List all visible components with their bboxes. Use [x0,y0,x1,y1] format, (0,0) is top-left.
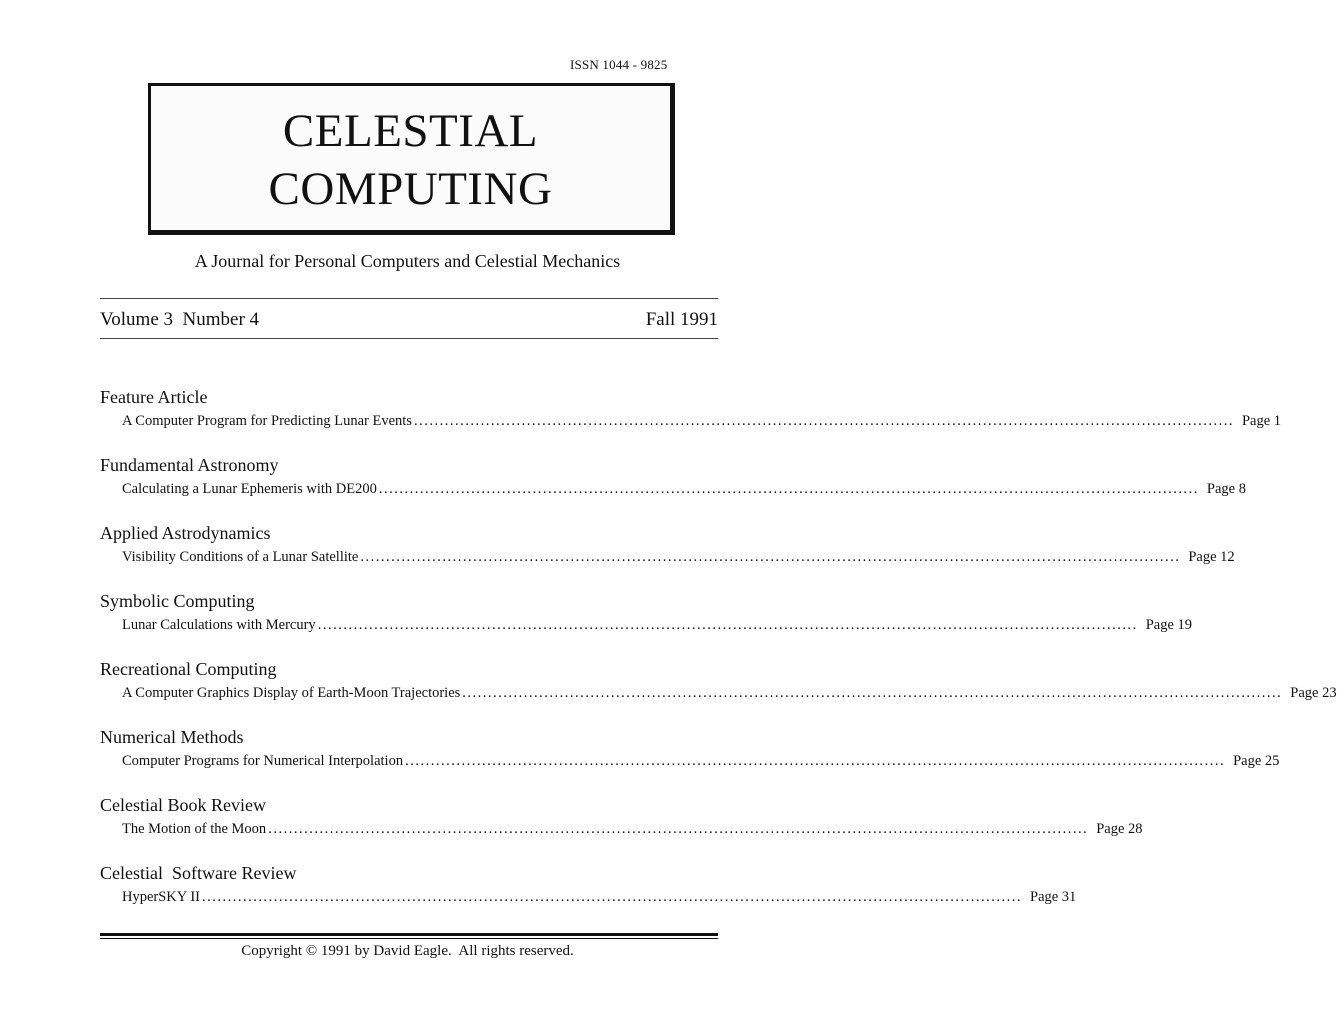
article-title: Calculating a Lunar Ephemeris with DE200 [122,481,377,497]
leader-dots: ................................................................................................................................................................ [202,889,1022,905]
footer-thin-rule [100,938,718,939]
table-of-contents [100,386,1337,930]
article-title: Lunar Calculations with Mercury [122,617,316,633]
page-number: Page 28 [1096,821,1143,837]
toc-entry[interactable] [100,617,1192,634]
toc-section [100,794,1143,862]
toc-section [100,522,1235,590]
footer-thick-rule [100,933,718,936]
toc-section [100,454,1246,522]
article-title: Visibility Conditions of a Lunar Satellite [122,549,359,565]
toc-section [100,862,1077,930]
page-number: Page 23 [1290,685,1337,701]
masthead-box [148,83,675,235]
masthead-title-line2: COMPUTING [268,163,553,215]
page-number: Page 19 [1145,617,1192,633]
issn-number: ISSN 1044 - 9825 [570,57,668,72]
section-title: Applied Astrodynamics [100,523,271,543]
toc-entry[interactable] [100,549,1235,566]
toc-entry[interactable] [100,753,1280,770]
toc-section [100,590,1192,658]
leader-dots: ................................................................................................................................................................ [360,549,1181,565]
section-title: Fundamental Astronomy [100,455,279,475]
toc-entry[interactable] [100,821,1143,838]
leader-dots: ................................................................................................................................................................ [405,753,1226,769]
leader-dots: ................................................................................................................................................................ [413,413,1234,429]
article-title: A Computer Program for Predicting Lunar Events [122,413,412,429]
page-number: Page 31 [1030,889,1077,905]
issue-season: Fall 1991 [645,309,718,330]
section-title: Symbolic Computing [100,591,255,611]
top-divider [100,298,718,299]
article-title: The Motion of the Moon [122,821,267,837]
section-title: Celestial Software Review [100,863,297,883]
leader-dots: ................................................................................................................................................................ [268,821,1089,837]
article-title: Computer Programs for Numerical Interpolation [122,753,404,769]
page-number: Page 8 [1206,481,1246,497]
volume-number: Volume 3 Number 4 [100,309,260,330]
article-title: HyperSKY II [122,889,200,905]
toc-section [100,726,1280,794]
toc-entry[interactable] [100,685,1337,702]
page-number: Page 25 [1233,753,1280,769]
toc-section [100,658,1337,726]
leader-dots: ................................................................................................................................................................ [378,481,1199,497]
copyright-notice: Copyright © 1991 by David Eagle. All rights reserved. [241,943,574,959]
article-title: A Computer Graphics Display of Earth-Moon Trajectories [122,685,461,701]
leader-dots: ................................................................................................................................................................ [317,617,1138,633]
masthead-title-line1: CELESTIAL [282,105,539,157]
toc-section [100,386,1282,454]
section-title: Numerical Methods [100,727,244,747]
issue-divider [100,338,718,339]
section-title: Celestial Book Review [100,795,266,815]
page-number: Page 12 [1188,549,1235,565]
toc-entry[interactable] [100,889,1077,906]
toc-entry[interactable] [100,481,1246,498]
toc-entry[interactable] [100,413,1282,430]
section-title: Recreational Computing [100,659,277,679]
section-title: Feature Article [100,387,208,407]
page-number: Page 1 [1241,413,1282,429]
leader-dots: ................................................................................................................................................................ [462,685,1283,701]
journal-subtitle: A Journal for Personal Computers and Celestial Mechanics [194,251,621,271]
